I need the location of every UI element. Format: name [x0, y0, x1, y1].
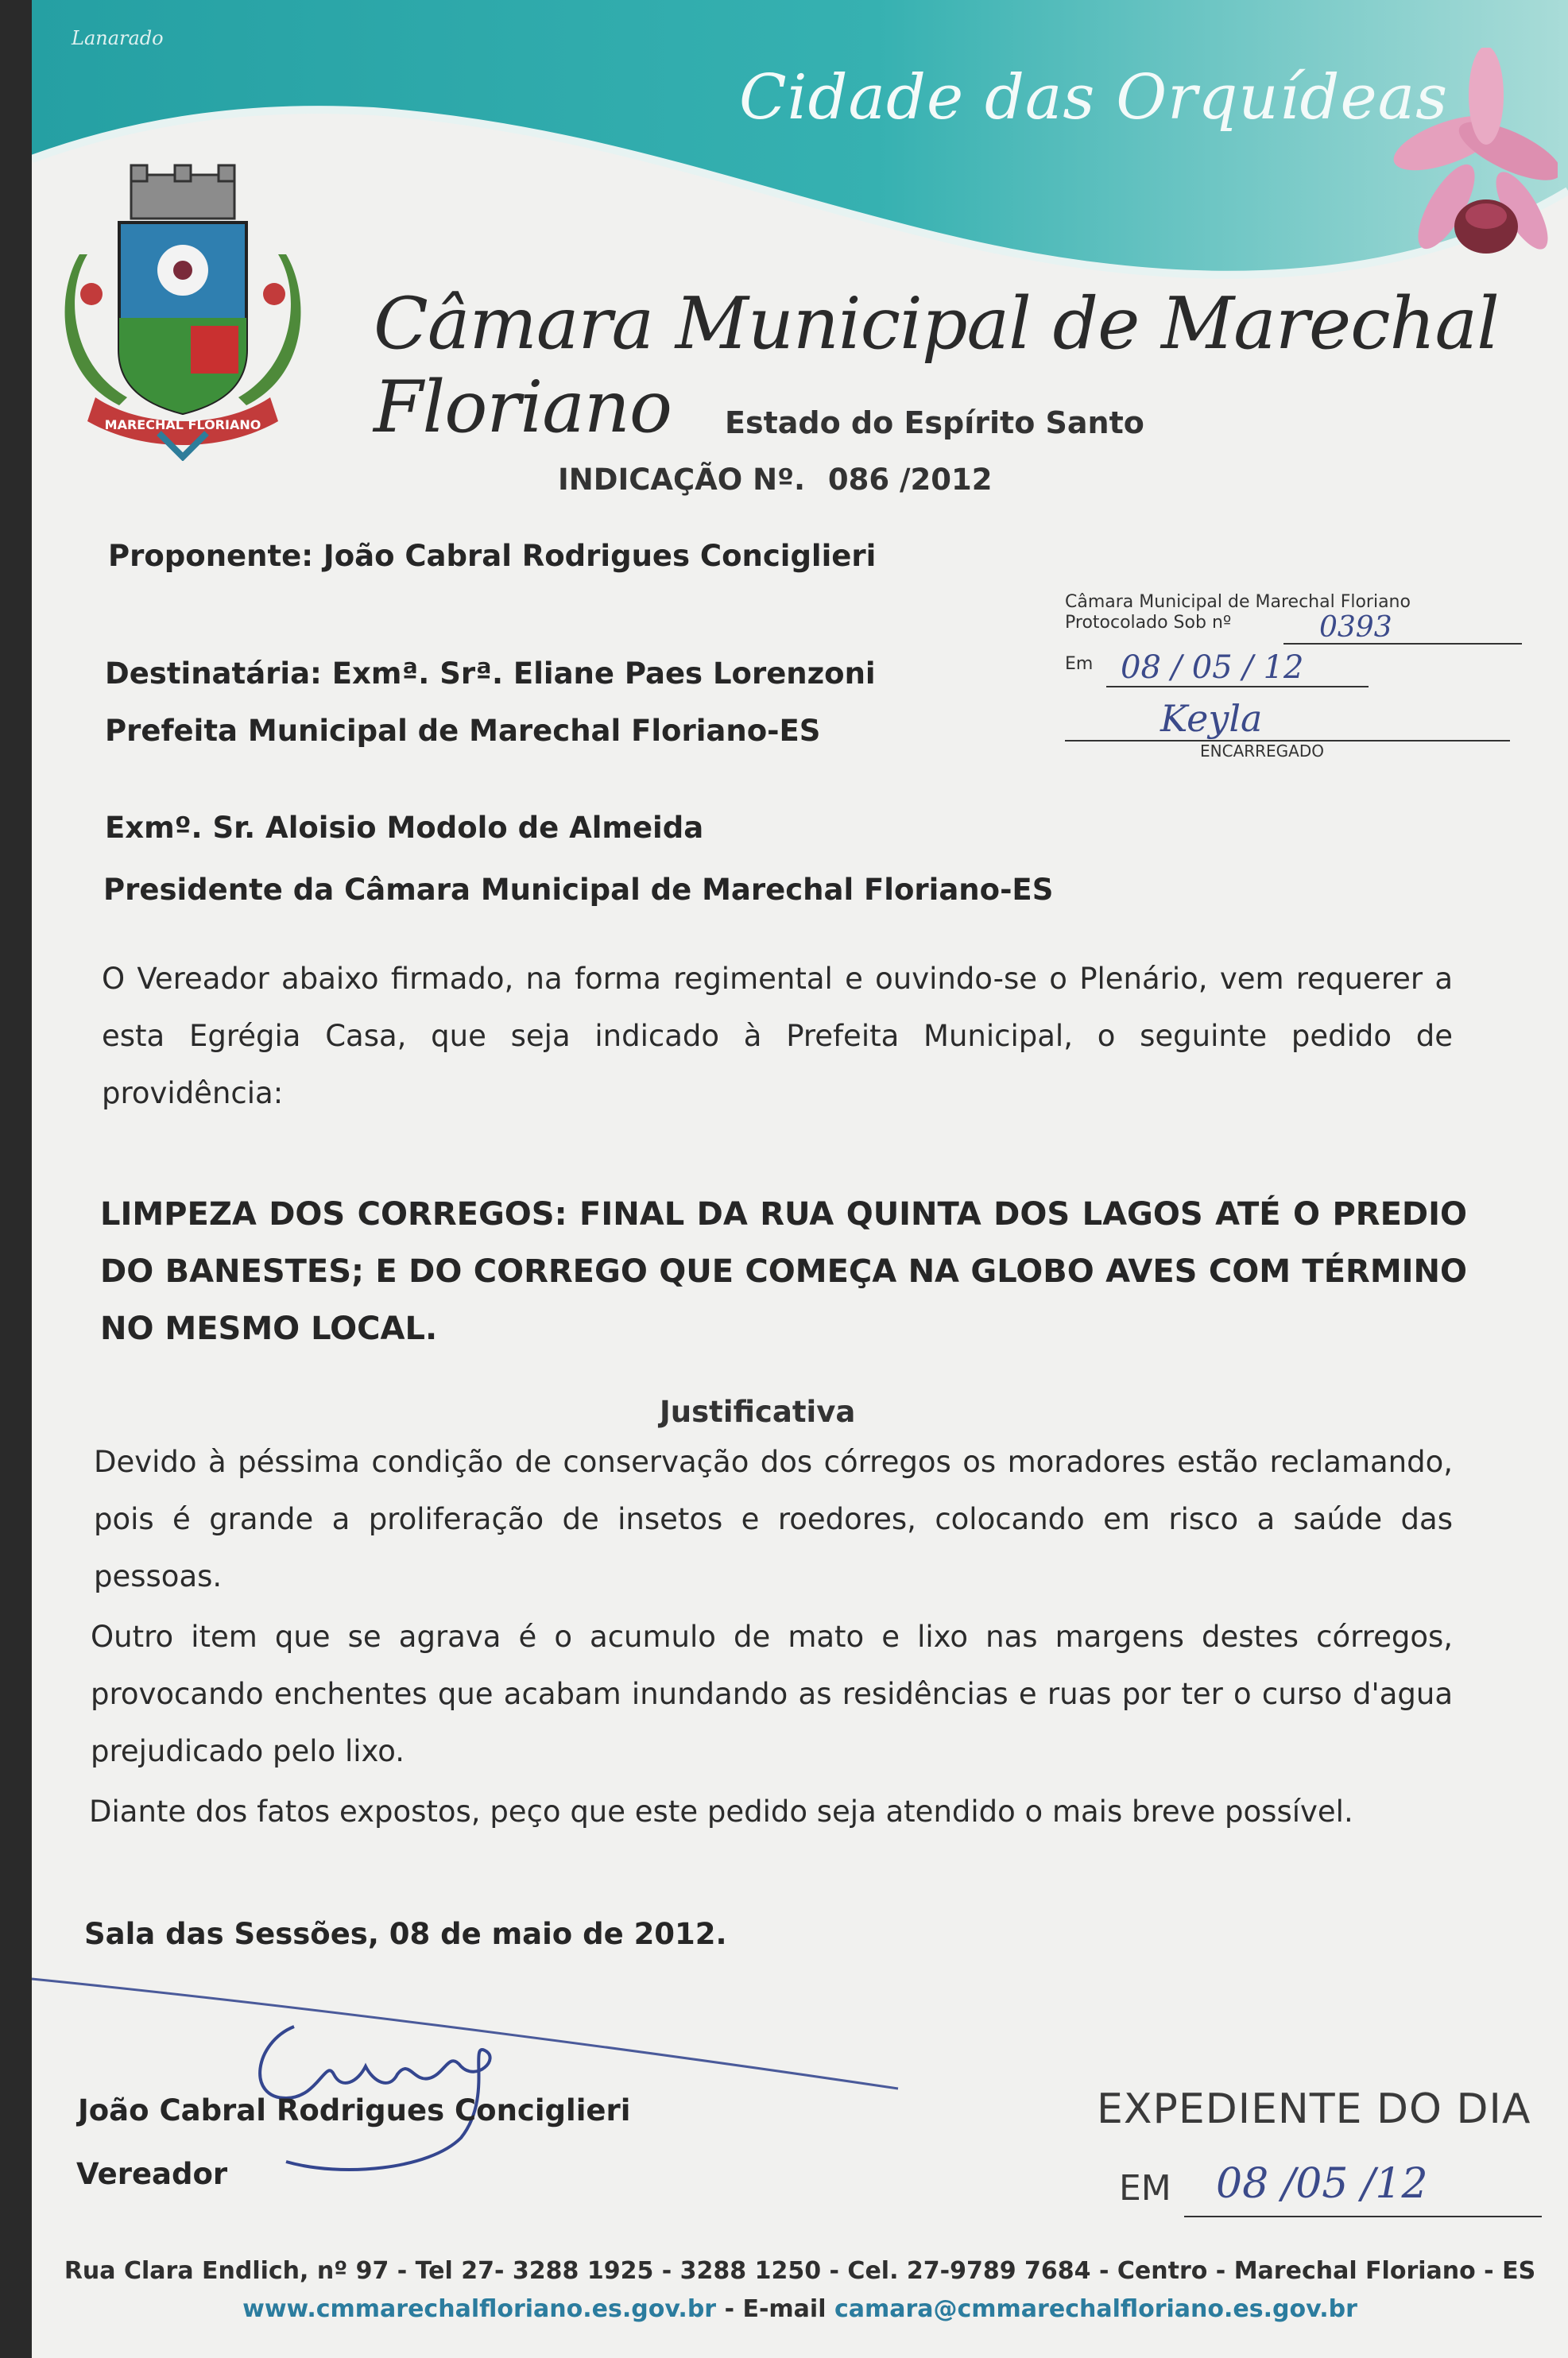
document-page [32, 0, 1568, 2358]
justification-paragraph-2: Outro item que se agrava é o acumulo de mato e lixo nas margens destes córregos, provocando enchentes que acabam inundando as residências e ruas por ter o curso d'agua prejudicado pelo lixo. [91, 1620, 1453, 1768]
municipal-crest-logo [56, 159, 310, 461]
footer-email-link[interactable]: camara@cmmarechalfloriano.es.gov.br [834, 2295, 1357, 2323]
recipient-line-1: Destinatária: Exmª. Srª. Eliane Paes Lorenzoni [105, 656, 876, 691]
signer-role: Vereador [76, 2157, 228, 2191]
protocol-number-value: 0393 [1319, 611, 1392, 644]
footer-website-link[interactable]: www.cmmarechalfloriano.es.gov.br [242, 2295, 717, 2323]
expediente-title: EXPEDIENTE DO DIA [1097, 2085, 1531, 2133]
protocol-date-value: 08 / 05 / 12 [1121, 649, 1304, 686]
closing-line: Sala das Sessões, 08 de maio de 2012. [84, 1917, 727, 1951]
justification-paragraph-3: Diante dos fatos expostos, peço que este pedido seja atendido o mais breve possível. [89, 1795, 1353, 1829]
indication-number: 086 /2012 [827, 463, 993, 497]
expediente-date-value: 08 /05 /12 [1216, 2160, 1428, 2208]
protocol-role: ENCARREGADO [1200, 741, 1324, 761]
indication-heading [558, 463, 993, 497]
indication-label: INDICAÇÃO Nº. [558, 463, 806, 497]
protocol-signature: Keyla [1160, 697, 1263, 740]
protocol-number-label: Protocolado Sob nº [1065, 613, 1232, 633]
addressee-line-1: Exmº. Sr. Aloisio Modolo de Almeida [105, 811, 704, 845]
justification-title: Justificativa [660, 1395, 856, 1429]
expediente-date-label: EM [1119, 2168, 1171, 2209]
expediente-stamp [1097, 2074, 1558, 2225]
proponent-line: Proponente: João Cabral Rodrigues Conciglieri [108, 539, 877, 573]
request-text: LIMPEZA DOS CORREGOS: FINAL DA RUA QUINTA DOS LAGOS ATÉ O PREDIO DO BANESTES; E DO CORREGO QUE COMEÇA NA GLOBO AVES COM TÉRMINO NO MESMO LOCAL. [100, 1196, 1467, 1347]
header-slogan: Cidade das Orquídeas [739, 62, 1449, 134]
intro-paragraph: O Vereador abaixo firmado, na forma regimental e ouvindo-se o Plenário, vem requerer a esta Egrégia Casa, que seja indicado à Prefeita Municipal, o seguinte pedido de providência: [102, 962, 1453, 1110]
footer-email-label: - E-mail [724, 2295, 827, 2323]
protocol-stamp [1065, 592, 1542, 767]
protocol-date-label: Em [1065, 654, 1094, 674]
protocol-stamp-title: Câmara Municipal de Marechal Floriano [1065, 592, 1411, 612]
recipient-line-2: Prefeita Municipal de Marechal Floriano-ES [105, 714, 821, 748]
addressee-line-2: Presidente da Câmara Municipal de Marechal Floriano-ES [103, 873, 1054, 907]
institution-title: Câmara Municipal de Marechal Floriano [374, 282, 1499, 449]
footer-address: Rua Clara Endlich, nº 97 - Tel 27- 3288 1925 - 3288 1250 - Cel. 27-9789 7684 - Centro - Marechal Floriano - ES [64, 2257, 1536, 2285]
state-subtitle: Estado do Espírito Santo [725, 405, 1144, 440]
crest-ribbon-text: MARECHAL FLORIANO [104, 417, 261, 432]
justification-paragraph-1: Devido à péssima condição de conservação dos córregos os moradores estão reclamando, pois é grande a proliferação de insetos e roedores, colocando em risco a saúde das pessoas. [94, 1445, 1453, 1593]
signer-name: João Cabral Rodrigues Conciglieri [78, 2093, 631, 2128]
corner-text: Lanarado [72, 27, 164, 49]
footer-contact [32, 2295, 1568, 2323]
